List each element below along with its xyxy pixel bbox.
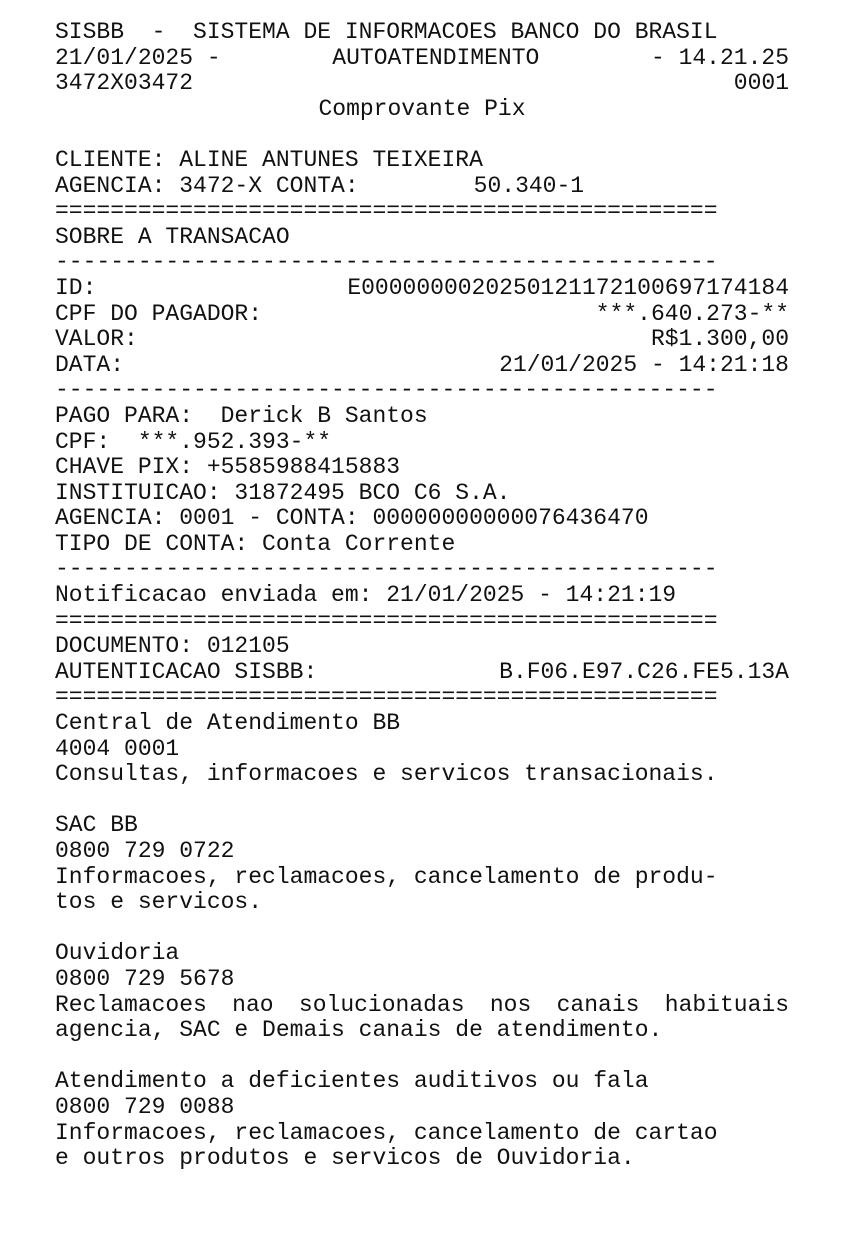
header-date: 21/01/2025 -	[55, 44, 221, 71]
sac-description-line-1: Informacoes, reclamacoes, cancelamento de produ-	[55, 863, 718, 890]
payer-cpf-row	[55, 302, 789, 328]
ouvidoria-title: Ouvidoria	[55, 940, 180, 967]
notification-line: Notificacao enviada em: 21/01/2025 - 14:21:19	[55, 582, 677, 609]
single-divider: ------------------------------------------------	[55, 557, 718, 583]
deficientes-description-line-2: e outros produtos e servicos de Ouvidoria.	[55, 1145, 635, 1172]
double-divider: ================================================	[55, 608, 718, 634]
double-divider: ================================================	[55, 685, 718, 711]
payee-name: PAGO PARA: Derick B Santos	[55, 402, 428, 429]
transaction-id-label: ID:	[55, 274, 97, 301]
document-number: DOCUMENTO: 012105	[55, 633, 290, 660]
authentication-label: AUTENTICACAO SISBB:	[55, 658, 318, 685]
ouvidoria-phone: 0800 729 5678	[55, 965, 235, 992]
deficientes-title: Atendimento a deficientes auditivos ou fala	[55, 1068, 649, 1095]
date-row	[55, 353, 789, 379]
spacer	[55, 788, 789, 814]
client-name: CLIENTE: ALINE ANTUNES TEIXEIRA	[55, 146, 483, 173]
single-divider: ------------------------------------------------	[55, 378, 718, 404]
central-phone: 4004 0001	[55, 735, 180, 762]
client-agency-label: AGENCIA: 3472-X CONTA:	[55, 172, 359, 199]
authentication-row	[55, 660, 789, 686]
central-title: Central de Atendimento BB	[55, 710, 401, 737]
payee-cpf: CPF: ***.952.393-**	[55, 428, 332, 455]
sac-description-line-2: tos e servicos.	[55, 889, 263, 916]
payer-cpf-value: ***.640.273-**	[595, 300, 789, 327]
date-value: 21/01/2025 - 14:21:18	[499, 351, 789, 378]
payer-cpf-label: CPF DO PAGADOR:	[55, 300, 263, 327]
header-time: - 14.21.25	[650, 44, 789, 71]
transaction-id-row	[55, 276, 789, 302]
amount-row	[55, 327, 789, 353]
deficientes-phone: 0800 729 0088	[55, 1093, 235, 1120]
system-header: SISBB - SISTEMA DE INFORMACOES BANCO DO BRASIL	[55, 19, 718, 45]
header-terminal-row	[55, 71, 789, 97]
sac-phone: 0800 729 0722	[55, 838, 235, 864]
authentication-code: B.F06.E97.C26.FE5.13A	[499, 658, 789, 685]
terminal-id: 3472X03472	[55, 70, 194, 97]
date-label: DATA:	[55, 351, 125, 378]
receipt-title: Comprovante Pix	[318, 95, 526, 122]
client-account-number: 50.340-1	[473, 172, 585, 199]
amount-value: R$1.300,00	[650, 326, 789, 353]
payee-institution: INSTITUICAO: 31872495 BCO C6 S.A.	[55, 479, 511, 506]
central-description: Consultas, informacoes e servicos transacionais.	[55, 761, 718, 788]
spacer	[55, 1044, 789, 1070]
double-divider: ================================================	[55, 199, 718, 225]
deficientes-description-line-1: Informacoes, reclamacoes, cancelamento de cartao	[55, 1119, 718, 1146]
pix-key: CHAVE PIX: +5585988415883	[55, 454, 401, 481]
amount-label: VALOR:	[55, 326, 138, 353]
sac-title: SAC BB	[55, 812, 138, 839]
payee-agency-account: AGENCIA: 0001 - CONTA: 00000000000076436470	[55, 505, 649, 532]
pix-receipt	[55, 20, 789, 1172]
sequence-number: 0001	[733, 70, 789, 97]
spacer	[55, 916, 789, 942]
transaction-id-value: E00000000202501211721006971741​84	[347, 274, 789, 301]
spacer	[55, 122, 789, 148]
payee-account-type: TIPO DE CONTA: Conta Corrente	[55, 530, 456, 557]
header-mode: AUTOATENDIMENTO	[332, 44, 540, 71]
single-divider: ------------------------------------------------	[55, 250, 718, 276]
section-title: SOBRE A TRANSACAO	[55, 223, 290, 250]
header-date-row	[55, 46, 789, 72]
client-account-row	[55, 174, 789, 200]
ouvidoria-description: Reclamacoes nao solucionadas nos canais habituais agencia, SAC e Demais canais de atendimento.	[55, 991, 789, 1044]
